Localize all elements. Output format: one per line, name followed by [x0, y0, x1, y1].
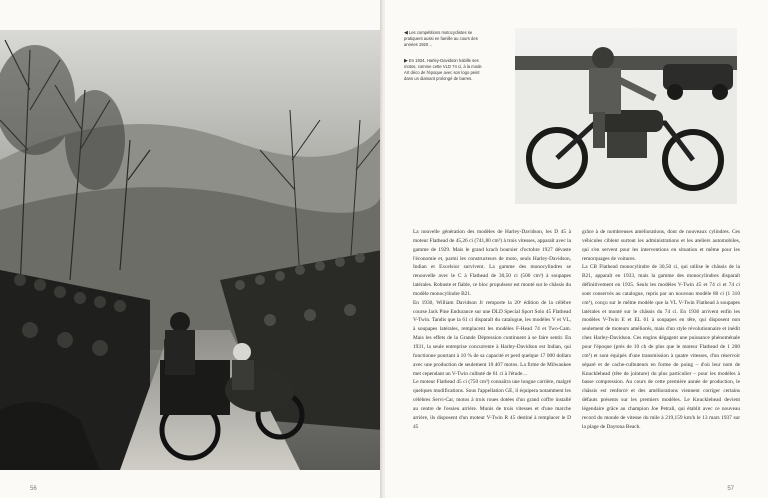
- vld-motorcycle-photo: [515, 28, 737, 204]
- page-number-right: 57: [727, 486, 734, 492]
- caption-pointer-icon: ▶: [404, 58, 408, 64]
- caption-vld-artdeco: [404, 58, 484, 82]
- hillclimb-photo-illustration: [0, 30, 382, 470]
- caption-family-competitions: [404, 30, 484, 48]
- hillclimb-photo: [0, 30, 382, 470]
- vld-photo-illustration: [515, 28, 737, 204]
- caption-1-text: Les compétitions motocyclistes se pratiquent aussi en famille au cours des années 1920…: [404, 30, 478, 47]
- paragraph: grâce à de nombreuses améliorations, dont de nouveaux cylindres. Ces véhicules ciblent surtout les administrations et les ateliers automobiles, qui s'en servent pour les interventions en situation et même pour les remorquages de voitures.: [582, 229, 740, 262]
- page-number-left: 56: [30, 486, 37, 492]
- paragraph: La nouvelle génération des modèles de Harley-Davidson, les D 45 à moteur Flathead de 45,26 ci (741,80 cm³) à trois vitesses, apparaît avec la gamme de 1929. Mais le grand krach boursier d'octobre 1927 dévaste l'économie et, parmi les constructeurs de moto, seuls Harley-Davidson, Indian et Excelsior survivent. La gamme des monocylindres se renouvelle avec le C à Flathead de 30,50 ci (500 cm³) à soupapes latérales. Robuste et fiable, ce bloc propulseur est monté sur le châssis du modèle monocylindre B21.: [413, 229, 571, 297]
- left-page: [0, 0, 383, 498]
- paragraph: Le moteur Flathead 45 ci (750 cm³) connaîtra une longue carrière, malgré quelques modifications. Sous l'appellation GE, il équipera notamment les célèbres Servi-Car, motos à trois roues dotées d'un grand coffre installé au centre de l'essieu arrière. Munis de trois vitesses et d'une marche arrière, ils disposent d'un moteur V-Twin R 45 destiné à remplacer le D 45: [413, 379, 571, 430]
- paragraph: La CB Flathead monocylindre de 30,50 ci, qui utilise le châssis de la B21, apparaît en 1933, mais la gamme des monocylindres disparaît définitivement en 1935. Seuls les modèles V-Twin 45 et 74 ci et 74 ci sont conservés au catalogue, repris par un nouveau modèle 80 ci (1 310 cm³), conçu sur le même modèle que la VL V-Twin Flathead à soupapes latérales et monté sur le châssis du 74 ci. En 1936 arrivent enfin les modèles V-Twin E et EL 61 à soupapes en tête, qui disposent non seulement de moteurs améliorés, mais d'un style révolutionnaire et inédit chez Harley-Davidson. Ces engins dégagent une puissance phénoménale pour l'époque (près de 10 ch de plus que le moteur Flathead de 1 200 cm³) et sont équipés d'une transmission à quatre vitesses, d'un réservoir séparé et de cache-culbuteurs en forme de poing – d'où leur nom de Knucklehead (tête de jointure) du plus particulier – pour les modèles à basse compression. Au cours de cette première année de production, le châssis est renforcé et des améliorations viennent corriger certains défauts présents sur les premiers modèles. Le Knucklehead devient légendaire grâce au champion Joe Petrali, qui établit avec ce nouveau record du monde de vitesse du mile à 219,159 km/h le 13 mars 1937 sur la plage de Daytona Beach.: [582, 264, 740, 430]
- caption-2-text: En 1934, Harley-Davidson habille ses motos, comme cette VLD 74 ci, à la mode Art déco de l'époque avec son logo peint dans un diamant prolongé de barres.: [404, 58, 482, 81]
- body-column-1: [413, 228, 571, 431]
- paragraph: En 1930, William Davidson Jr remporte la 20ᵉ édition de la célèbre course Jack Pine Endurance sur une DLD Special Sport Solo 45 Flathead V-Twin. Tandis que la 61 ci disparaît du catalogue, les modèles V et VL, à soupapes latérales, remplacent les modèles F-Head 74 et Two-Cam. Mais les effets de la Grande Dépression continuent à se faire sentir. En 1931, la seule entreprise concurrente à Harley-Davidson est Indian, qui fonctionne pourtant à 10 % de sa capacité et perd quelque 17 000 dollars avec une production de seulement 10 407 motos. La firme de Milwaukee met cependant un V-Twin culbuté de 61 ci à l'étude…: [413, 299, 571, 377]
- body-column-2: [582, 228, 740, 431]
- caption-pointer-icon: ◀: [404, 30, 408, 36]
